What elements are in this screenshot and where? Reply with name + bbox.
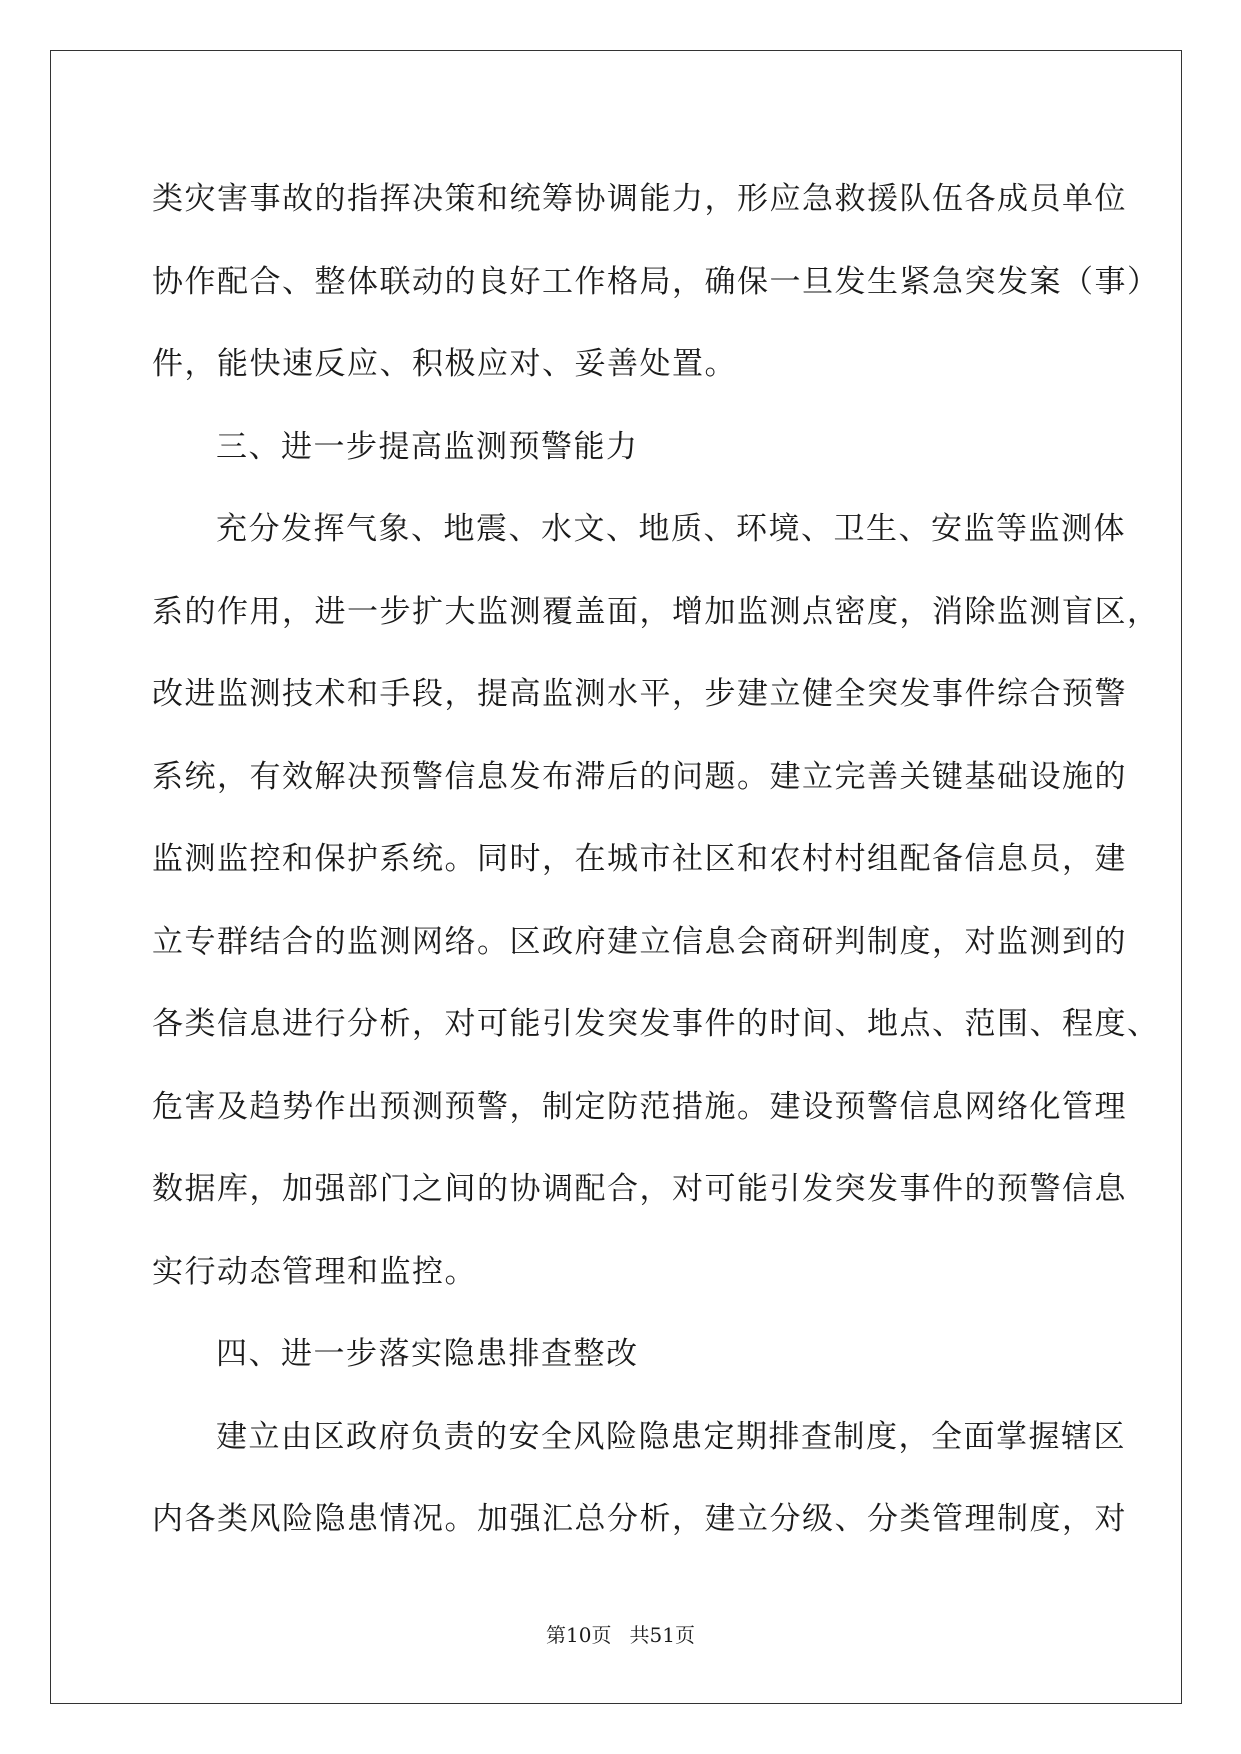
text-line: 实行动态管理和监控。 (152, 1253, 477, 1290)
text-line: 协作配合、整体联动的良好工作格局，确保一旦发生紧急突发案（事） (152, 263, 1160, 300)
page-total: 共51页 (629, 1623, 695, 1647)
text-line: 各类信息进行分析，对可能引发突发事件的时间、地点、范围、程度、 (152, 1006, 1160, 1042)
text-line: 改进监测技术和手段，提高监测水平，步建立健全突发事件综合预警 (152, 676, 1127, 712)
paragraph-start-line: 三、进一步提高监测预警能力 (216, 428, 639, 465)
text-line: 数据库，加强部门之间的协调配合，对可能引发突发事件的预警信息 (152, 1171, 1127, 1207)
text-line: 系的作用，进一步扩大监测覆盖面，增加监测点密度，消除监测盲区， (152, 593, 1160, 630)
document-body (152, 158, 1160, 1561)
text-line: 危害及趋势作出预测预警，制定防范措施。建设预警信息网络化管理 (152, 1088, 1127, 1125)
text-line: 件，能快速反应、积极应对、妥善处置。 (152, 346, 737, 382)
text-line: 内各类风险隐患情况。加强汇总分析，建立分级、分类管理制度，对 (152, 1501, 1127, 1537)
paragraph-start-line: 四、进一步落实隐患排查整改 (216, 1336, 639, 1372)
page-number: 第10页 (546, 1623, 612, 1647)
text-line: 监测监控和保护系统。同时，在城市社区和农村村组配备信息员，建 (152, 841, 1127, 877)
text-line: 立专群结合的监测网络。区政府建立信息会商研判制度，对监测到的 (152, 923, 1127, 960)
paragraph-start-line: 建立由区政府负责的安全风险隐患定期排查制度，全面掌握辖区 (216, 1418, 1126, 1455)
text-line: 类灾害事故的指挥决策和统筹协调能力，形应急救援队伍各成员单位 (152, 181, 1127, 217)
text-line: 系统，有效解决预警信息发布滞后的问题。建立完善关键基础设施的 (152, 758, 1127, 795)
paragraph-start-line: 充分发挥气象、地震、水文、地质、环境、卫生、安监等监测体 (216, 511, 1126, 547)
page-footer (0, 1622, 1241, 1648)
